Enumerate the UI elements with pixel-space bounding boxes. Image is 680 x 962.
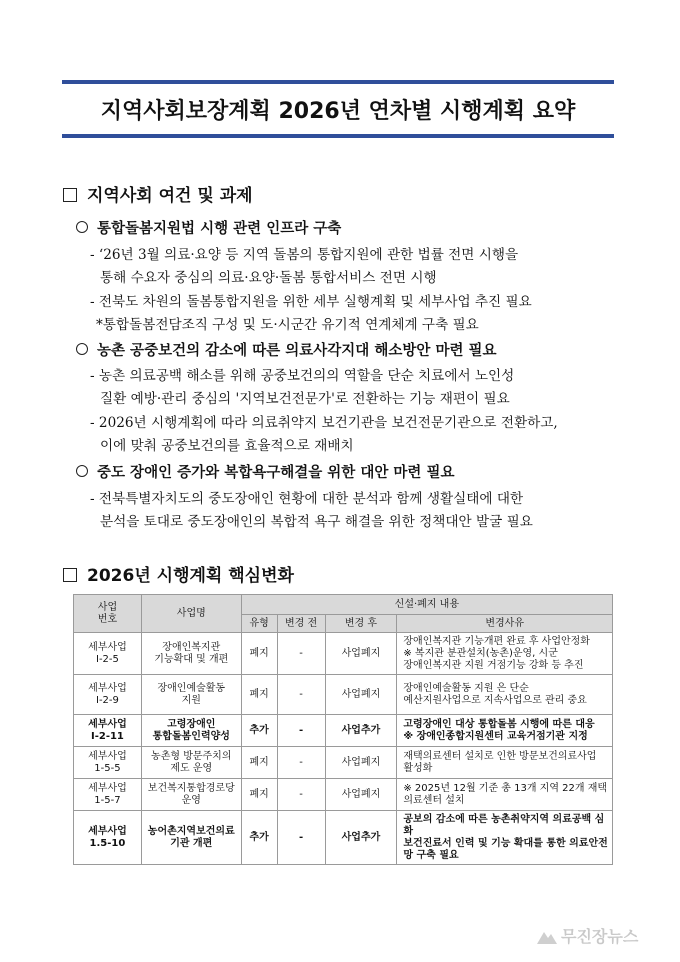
cell-text: ※ 장애인종합지원센터 교육거점기관 지정	[403, 730, 588, 742]
cell-text: -	[298, 724, 304, 736]
cell-text: 재택의료센터 설치로 인한 방문보건의료사업	[403, 750, 597, 762]
cell-text: 공보의 감소에 따른 농촌취약지역 의료공백 심화	[403, 813, 605, 837]
issue-line: - 2026년 시행계획에 따라 의료취약지 보건기관을 보건전문기관으로 전환하고,	[90, 415, 558, 431]
mountain-logo-icon	[537, 928, 557, 944]
cell-biz-name	[141, 675, 241, 715]
cell-text: 기관 개편	[170, 837, 213, 849]
key-changes-table	[73, 594, 613, 865]
issue-title-1	[76, 217, 341, 238]
cell-text: ※ 2025년 12월 기준 총 13개 지역 22개 재택의료센터 설치	[403, 782, 608, 806]
cell-text: 세부사업	[88, 825, 127, 837]
circle-bullet-icon	[76, 343, 88, 355]
cell-biz-no	[74, 811, 142, 865]
cell-text: I-2-5	[96, 653, 119, 665]
table-row	[74, 633, 613, 675]
cell-text: 세부사업	[88, 782, 127, 794]
cell-text: 사업폐지	[341, 688, 381, 700]
cell-text: 폐지	[249, 688, 269, 700]
table-row	[74, 715, 613, 747]
cell-text: 보건진료서 인력 및 기능 확대를 통한 의료안전	[403, 837, 608, 849]
issue-line: - 전북도 차원의 돌봄통합지원을 위한 세부 실행계획 및 세부사업 추진 필요	[90, 294, 532, 310]
cell-text: -	[299, 647, 303, 659]
cell-biz-no	[74, 779, 142, 811]
cell-before	[277, 811, 325, 865]
issue-line: *통합돌봄전담조직 구성 및 도·시군간 유기적 연계체계 구축 필요	[96, 317, 479, 333]
cell-reason	[397, 811, 613, 865]
issue-title-3	[76, 461, 455, 482]
header-biz-name: 사업명	[141, 595, 241, 633]
table-row	[74, 811, 613, 865]
section-heading-text: 지역사회 여건 및 과제	[87, 186, 253, 206]
cell-after	[325, 633, 397, 675]
cell-biz-name	[141, 715, 241, 747]
cell-before	[277, 675, 325, 715]
cell-text: 장애인예술활동 지원 은 단순	[403, 682, 529, 694]
table-row	[74, 675, 613, 715]
issue-line: 분석을 토대로 중도장애인의 복합적 욕구 해결을 위한 정책대안 발굴 필요	[100, 514, 533, 530]
issue-title-text: 통합돌봄지원법 시행 관련 인프라 구축	[97, 220, 342, 237]
cell-before	[277, 715, 325, 747]
cell-text: 폐지	[249, 756, 269, 768]
section-heading-key-changes	[63, 561, 294, 586]
issue-title-text: 농촌 공중보건의 감소에 따른 의료사각지대 해소방안 마련 필요	[97, 342, 497, 359]
cell-biz-name	[141, 633, 241, 675]
issue-line: 질환 예방·관리 중심의 '지역보건전문가'로 전환하는 기능 재편이 필요	[100, 391, 510, 407]
cell-before	[277, 633, 325, 675]
cell-text: 망 구축 필요	[403, 849, 459, 861]
cell-biz-name	[141, 747, 241, 779]
table-row	[74, 779, 613, 811]
cell-reason	[397, 715, 613, 747]
title-bottom-rule	[62, 134, 614, 138]
cell-text: 폐지	[249, 647, 269, 659]
cell-text: -	[299, 788, 303, 800]
cell-reason	[397, 779, 613, 811]
cell-before	[277, 747, 325, 779]
cell-text: 사업추가	[341, 724, 381, 736]
cell-type	[241, 779, 277, 811]
cell-text: -	[299, 756, 303, 768]
header-before: 변경 전	[277, 615, 325, 633]
cell-text: 사업폐지	[341, 788, 381, 800]
cell-text: 사업폐지	[341, 647, 381, 659]
cell-text: 운영	[181, 794, 201, 806]
cell-biz-no	[74, 715, 142, 747]
title-banner	[62, 80, 614, 138]
cell-before	[277, 779, 325, 811]
cell-text: 활성화	[403, 762, 433, 774]
cell-after	[325, 811, 397, 865]
cell-text: -	[299, 688, 303, 700]
square-bullet-icon	[63, 188, 77, 202]
cell-text: 고령장애인 대상 통합돌봄 시행에 따른 대응	[403, 718, 595, 730]
cell-biz-no	[74, 747, 142, 779]
cell-text: 1-5-5	[94, 762, 121, 774]
watermark: 무진장뉴스	[537, 924, 638, 947]
cell-text: 세부사업	[88, 682, 127, 694]
cell-text: 1-5-7	[94, 794, 121, 806]
circle-bullet-icon	[76, 465, 88, 477]
issue-line: 이에 맞춰 공중보건의를 효율적으로 재배치	[100, 438, 354, 454]
cell-type	[241, 811, 277, 865]
header-group: 신설·폐지 내용	[241, 595, 612, 615]
cell-text: 제도 운영	[170, 762, 213, 774]
cell-text: 사업폐지	[341, 756, 381, 768]
cell-text: 농촌형 방문주치의	[151, 750, 232, 762]
cell-after	[325, 675, 397, 715]
cell-text: 세부사업	[88, 750, 127, 762]
cell-text: 장애인복지관 기능개편 완료 후 사업안정화	[403, 635, 590, 647]
issue-line: 통해 수요자 중심의 의료·요양·돌봄 통합서비스 전면 시행	[100, 270, 437, 286]
cell-text: 예산지원사업으로 지속사업으로 관리 중요	[403, 694, 587, 706]
cell-text: 1.5-10	[89, 837, 126, 849]
circle-bullet-icon	[76, 221, 88, 233]
cell-reason	[397, 675, 613, 715]
cell-text: I-2-11	[90, 730, 124, 742]
cell-text: 장애인복지관 지원 거점기능 강화 등 추진	[403, 659, 584, 671]
cell-reason	[397, 633, 613, 675]
cell-text: ※ 복지관 분관설치(농촌)운영, 시군	[403, 647, 558, 659]
header-type: 유형	[241, 615, 277, 633]
cell-text: 사업추가	[341, 831, 381, 843]
cell-biz-name	[141, 811, 241, 865]
cell-text: 지원	[181, 694, 201, 706]
issue-title-2	[76, 339, 497, 360]
table-row	[74, 747, 613, 779]
cell-text: 장애인예술활동	[157, 682, 226, 694]
header-after: 변경 후	[325, 615, 397, 633]
cell-type	[241, 747, 277, 779]
cell-type	[241, 715, 277, 747]
section-heading-conditions	[63, 181, 253, 206]
cell-text: 세부사업	[88, 641, 127, 653]
cell-text: 폐지	[249, 788, 269, 800]
square-bullet-icon	[63, 568, 77, 582]
issue-line: - 전북특별자치도의 중도장애인 현황에 대한 분석과 함께 생활실태에 대한	[90, 491, 524, 507]
cell-biz-no	[74, 675, 142, 715]
issue-line: - 농촌 의료공백 해소를 위해 공중보건의의 역할을 단순 치료에서 노인성	[90, 368, 515, 384]
cell-text: 기능확대 및 개편	[154, 653, 229, 665]
cell-type	[241, 675, 277, 715]
section-heading-text: 2026년 시행계획 핵심변화	[87, 566, 294, 586]
cell-text: 고령장애인	[167, 718, 216, 730]
cell-after	[325, 747, 397, 779]
cell-text: -	[298, 831, 304, 843]
cell-text: 추가	[249, 831, 269, 843]
page-title: 지역사회보장계획 2026년 연차별 시행계획 요약	[100, 99, 576, 124]
cell-after	[325, 715, 397, 747]
cell-text: I-2-9	[96, 694, 119, 706]
cell-text: 농어촌지역보건의료	[147, 825, 235, 837]
header-reason: 변경사유	[397, 615, 613, 633]
cell-text: 장애인복지관	[162, 641, 221, 653]
cell-text: 보건복지통합경로당	[147, 782, 235, 794]
cell-text: 추가	[249, 724, 269, 736]
issue-title-text: 중도 장애인 증가와 복합욕구해결을 위한 대안 마련 필요	[97, 464, 455, 481]
header-biz-no: 사업 번호	[74, 595, 142, 633]
cell-text: 통합돌봄인력양성	[152, 730, 230, 742]
cell-reason	[397, 747, 613, 779]
issue-line: - ‘26년 3월 의료·요양 등 지역 돌봄의 통합지원에 관한 법률 전면 시행을	[90, 247, 519, 263]
cell-text: 세부사업	[88, 718, 127, 730]
cell-after	[325, 779, 397, 811]
cell-biz-no	[74, 633, 142, 675]
cell-type	[241, 633, 277, 675]
cell-biz-name	[141, 779, 241, 811]
